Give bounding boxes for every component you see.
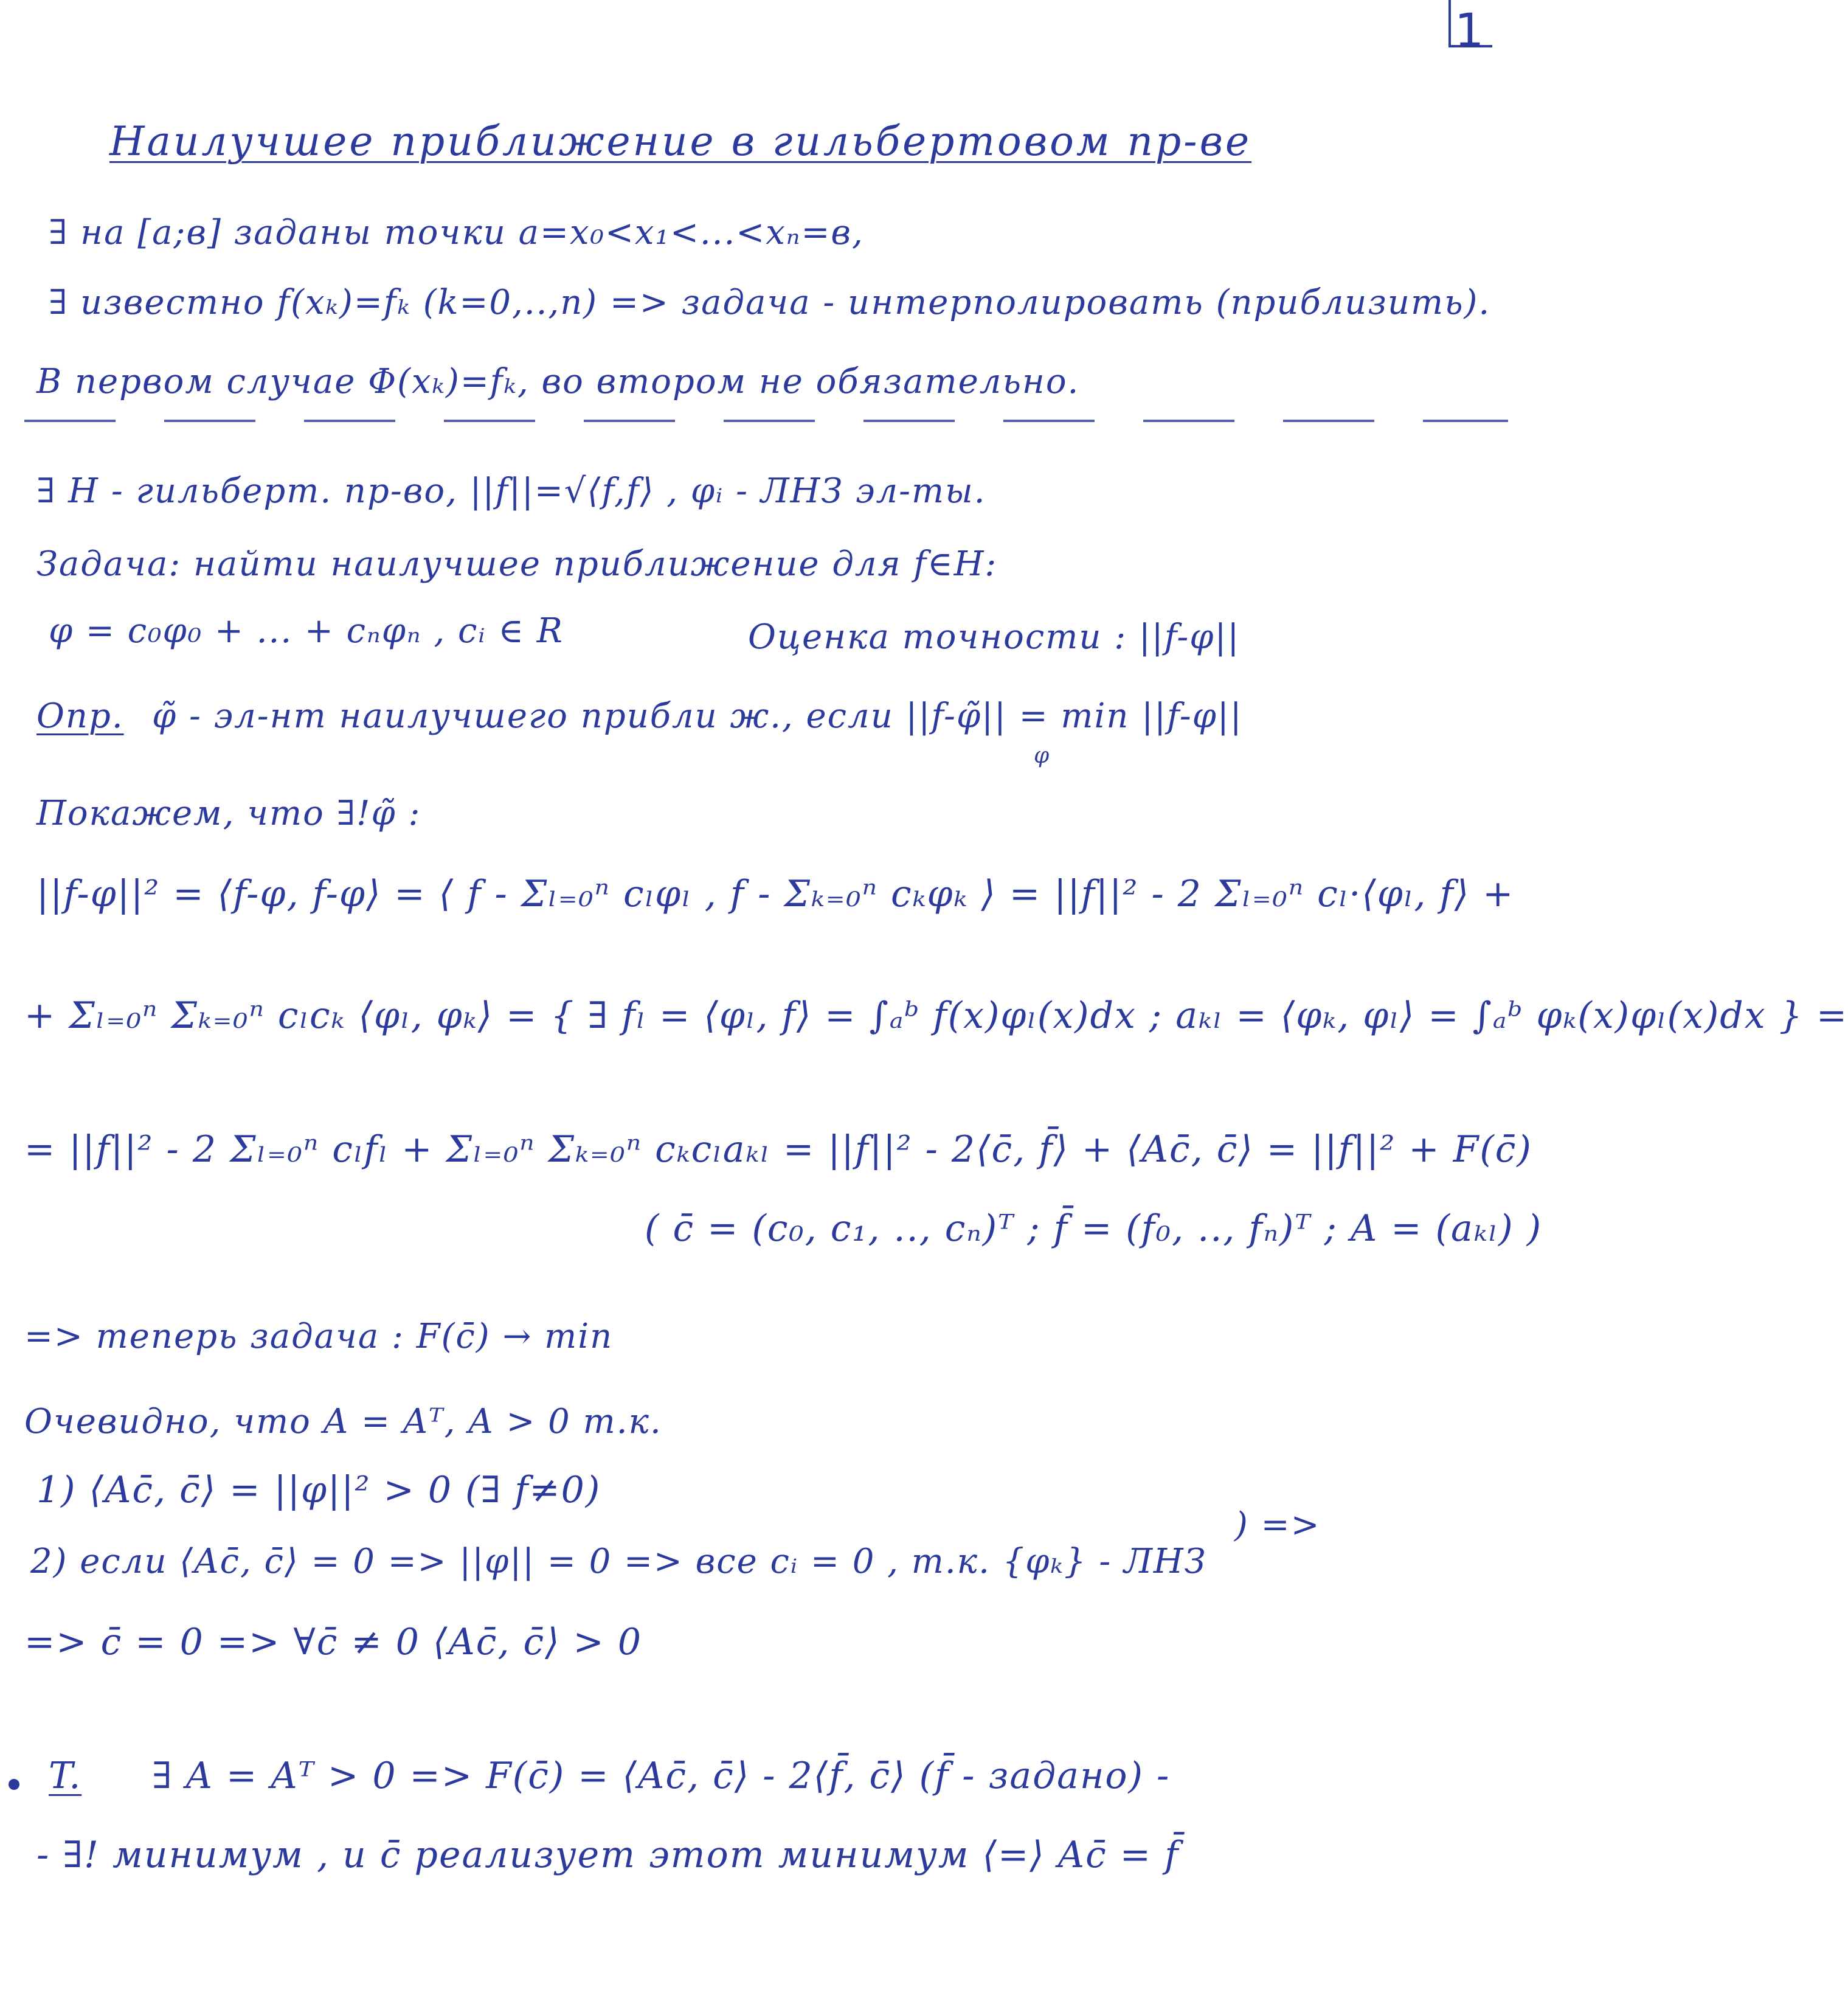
text-line-conclusion: => c̄ = 0 => ∀c̄ ≠ 0 ⟨Ac̄, c̄⟩ > 0 [24, 1621, 643, 1663]
formula-line-3: = ||f||² - 2 Σₗ₌₀ⁿ cₗfₗ + Σₗ₌₀ⁿ Σₖ₌₀ⁿ cₖcₗaₖₗ = ||f||² - 2⟨c̄, f̄⟩ + ⟨Ac̄, c̄⟩ = ||f||² + F(c̄) [24, 1128, 1532, 1171]
text-line-5: Задача: найти наилучшее приближение для f∈H: [36, 544, 998, 584]
text-line-show: Покажем, что ∃!φ̃ : [36, 794, 421, 833]
implies-bracket: ) => [1234, 1505, 1321, 1545]
text-line-6: φ = c₀φ₀ + ... + cₙφₙ , cᵢ ∈ R [49, 611, 564, 651]
text-line-1: ∃ на [a;в] заданы точки a=x₀<x₁<...<xₙ=в, [49, 213, 864, 252]
page-number: 1 [1455, 3, 1484, 57]
section-divider [24, 420, 1508, 422]
accuracy-estimate: Оценка точности : ||f-φ|| [748, 617, 1241, 657]
definition-label: Опр. [36, 696, 124, 736]
min-subscript: φ [1034, 743, 1051, 768]
theorem-line-2: - ∃! минимум , и c̄ реализует этот минимум ⟨=⟩ Ac̄ = f̄ [36, 1834, 1180, 1876]
text-line-3: В первом случае Φ(xₖ)=fₖ, во втором не обязательно. [36, 362, 1080, 401]
item-2: 2) если ⟨Ac̄, c̄⟩ = 0 => ||φ|| = 0 => все cᵢ = 0 , т.к. {φₖ} - ЛНЗ [30, 1542, 1207, 1581]
formula-line-4: ( c̄ = (c₀, c₁, .., cₙ)ᵀ ; f̄ = (f₀, .., fₙ)ᵀ ; A = (aₖₗ) ) [645, 1207, 1543, 1250]
bullet-icon [9, 1779, 19, 1790]
page-title: Наилучшее приближение в гильбертовом пр-ве [109, 118, 1252, 165]
text-line-now: => теперь задача : F(c̄) → min [24, 1317, 614, 1356]
text-line-2: ∃ известно f(xₖ)=fₖ (k=0,..,n) => задача - интерполировать (приблизить). [49, 283, 1491, 322]
theorem-label: T. [49, 1755, 82, 1797]
theorem-line-1: ∃ A = Aᵀ > 0 => F(c̄) = ⟨Ac̄, c̄⟩ - 2⟨f̄, c̄⟩ (f̄ - задано) - [152, 1755, 1171, 1797]
formula-line-2: + Σₗ₌₀ⁿ Σₖ₌₀ⁿ cₗcₖ ⟨φₗ, φₖ⟩ = { ∃ fₗ = ⟨φₗ, f⟩ = ∫ₐᵇ f(x)φₗ(x)dx ; aₖₗ = ⟨φₖ, φₗ⟩ = ∫ₐᵇ φₖ(x)φₗ(x)dx } = [24, 994, 1848, 1037]
text-line-obvious: Очевидно, что A = Aᵀ, A > 0 т.к. [24, 1402, 662, 1441]
definition-text: φ̃ - эл-нт наилучшего прибли ж., если ||f-φ̃|| = min ||f-φ|| [152, 696, 1243, 736]
text-line-4: ∃ H - гильберт. пр-во, ||f||=√⟨f,f⟩ , φᵢ - ЛНЗ эл-ты. [36, 471, 986, 511]
formula-line-1: ||f-φ||² = ⟨f-φ, f-φ⟩ = ⟨ f - Σₗ₌₀ⁿ cₗφₗ , f - Σₖ₌₀ⁿ cₖφₖ ⟩ = ||f||² - 2 Σₗ₌₀ⁿ cₗ·⟨φₗ, f⟩ + [36, 873, 1515, 915]
item-1: 1) ⟨Ac̄, c̄⟩ = ||φ||² > 0 (∃ f≠0) [36, 1469, 601, 1511]
